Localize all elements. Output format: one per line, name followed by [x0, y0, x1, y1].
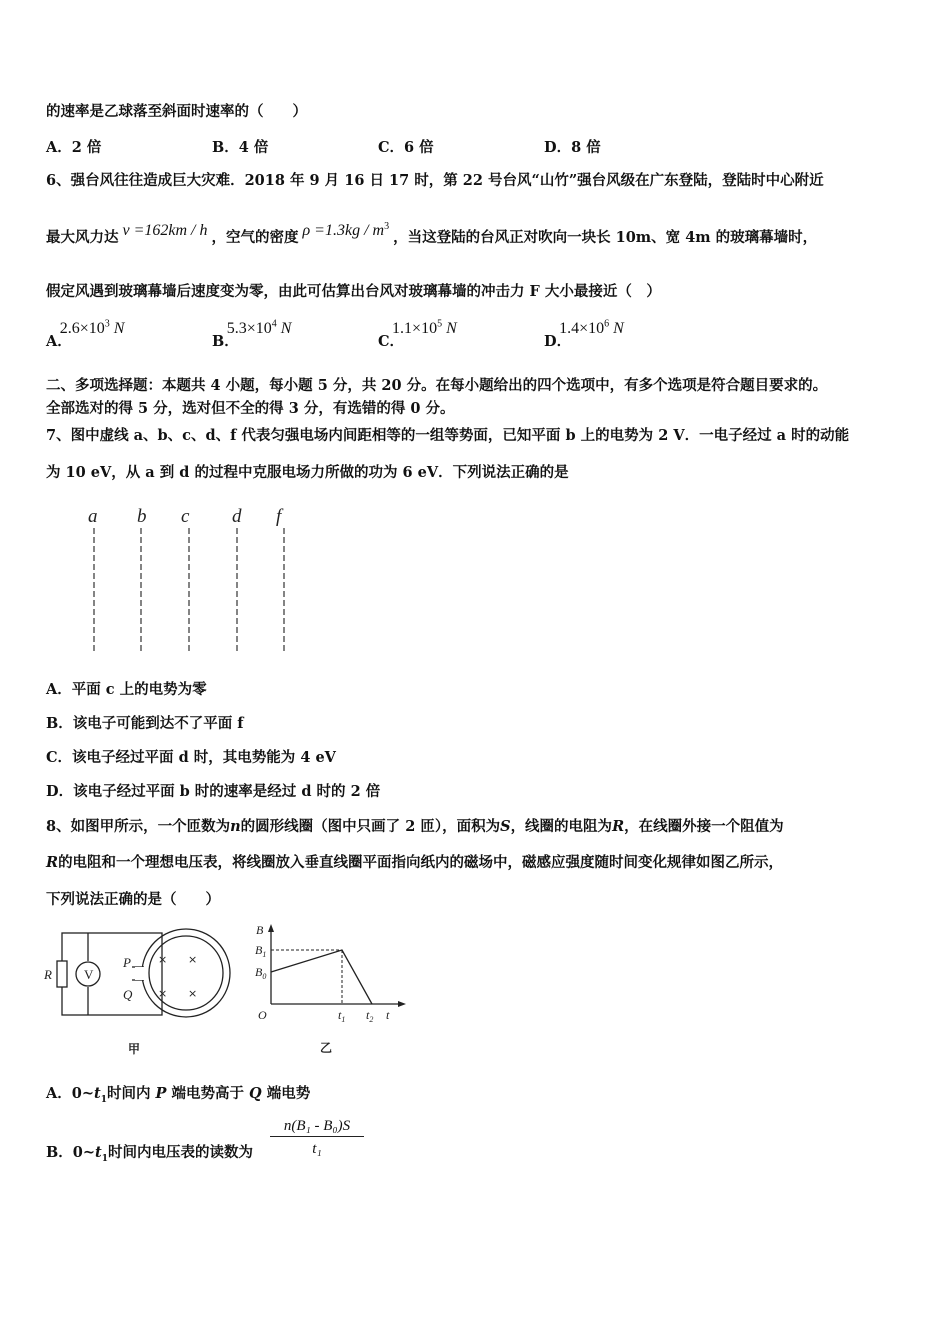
- b-curve: [271, 950, 372, 1004]
- q7-option-c: C．该电子经过平面 d 时，其电势能为 4 eV: [46, 749, 336, 766]
- label-b: b: [137, 506, 147, 527]
- label-P: P: [123, 955, 131, 970]
- label-Q: Q: [123, 987, 133, 1002]
- section2-line2: 全部选对的得 5 分，选对但不全的得 3 分，有选错的得 0 分。: [46, 400, 455, 417]
- coil-circuit-figure: [40, 925, 240, 1060]
- q6-option-b: B．$5.3\times 10^4$ N: [212, 318, 292, 350]
- q6-line1: 6、强台风往往造成巨大灾难．2018 年 9 月 16 日 17 时，第 22 号台风“山竹”强台风级在广东登陆，登陆时中心附近: [46, 172, 824, 189]
- q7-line2: 为 10 eV，从 a 到 d 的过程中克服电场力所做的功为 6 eV．下列说法正确的是: [46, 464, 569, 481]
- density-formula: $\rho =1.3kg / m^3$: [302, 221, 390, 239]
- origin-O: O: [258, 1008, 267, 1022]
- q8-line2: R的电阻和一个理想电压表，将线圈放入垂直线圈平面指向纸内的磁场中，磁感应强度随时间变化规律如图乙所示，: [46, 854, 784, 871]
- label-t1: $t_1$: [338, 1008, 346, 1024]
- q6-option-c: C．$1.1\times 10^5$ N: [378, 318, 457, 350]
- label-c: c: [181, 506, 190, 527]
- q7-option-a: A．平面 c 上的电势为零: [46, 681, 207, 698]
- q8-option-a: A．$0\sim t_1$时间内 P 端电势高于 Q 端电势: [46, 1085, 311, 1105]
- q6-option-d: D．$1.4\times 10^6$ N: [544, 318, 624, 350]
- field-x-3: ×: [158, 987, 168, 1000]
- coil-outer: [142, 929, 230, 1017]
- q5-option-d: D．8 倍: [544, 139, 601, 156]
- caption-jia: 甲: [128, 1042, 141, 1056]
- label-B1: $B_1$: [255, 943, 267, 959]
- label-R: R: [44, 967, 52, 982]
- voltmeter-label: V: [84, 967, 94, 982]
- b-t-graph: [250, 918, 410, 1060]
- q5-tail: 的速率是乙球落至斜面时速率的（ ）: [46, 103, 307, 120]
- q8-option-b: B．$0\sim t_1$时间内电压表的读数为: [46, 1144, 253, 1164]
- q5-option-b: B．4 倍: [212, 139, 269, 156]
- q5-option-a: A．2 倍: [46, 139, 102, 156]
- field-x-4: ×: [188, 987, 198, 1000]
- field-x-2: ×: [188, 953, 198, 966]
- q8-line1: 8、如图甲所示，一个匝数为n的圆形线圈（图中只画了 2 匝），面积为S，线圈的电阻为R，在线圈外接一个阻值为: [46, 818, 784, 835]
- label-t2: $t_2$: [366, 1008, 374, 1024]
- q6-option-a: A．$2.6\times 10^3$ N: [46, 318, 125, 350]
- q8-line3: 下列说法正确的是（ ）: [46, 891, 220, 908]
- field-x-1: ×: [158, 953, 168, 966]
- caption-yi: 乙: [320, 1041, 333, 1055]
- label-a: a: [88, 506, 98, 527]
- q6-line2: 最大风力达 v =162km / h ，空气的密度 $\rho =1.3kg / m^3$，当这登陆的台风正对吹向一块长 10m、宽 4m 的玻璃幕墙时，: [46, 221, 818, 246]
- q5-option-c: C．6 倍: [378, 139, 434, 156]
- fraction-denominator: t₁: [312, 1141, 322, 1157]
- fraction-numerator: n(B₁ - B₀)S: [270, 1118, 364, 1137]
- axis-label-t: t: [386, 1008, 390, 1022]
- axis-label-B: B: [256, 923, 264, 937]
- q7-line1: 7、图中虚线 a、b、c、d、f 代表匀强电场内间距相等的一组等势面，已知平面 b 上的电势为 2 V．一电子经过 a 时的动能: [46, 427, 850, 444]
- q7-option-d: D．该电子经过平面 b 时的速率是经过 d 时的 2 倍: [46, 783, 381, 800]
- label-f: f: [276, 506, 282, 527]
- velocity-formula: v =162km / h: [122, 221, 208, 239]
- label-d: d: [232, 506, 242, 527]
- resistor: [57, 961, 67, 987]
- equipotential-figure: [80, 500, 310, 660]
- q7-option-b: B．该电子可能到达不了平面 f: [46, 715, 244, 732]
- voltage-fraction: [270, 1118, 364, 1158]
- q6-line3: 假定风遇到玻璃幕墙后速度变为零，由此可估算出台风对玻璃幕墙的冲击力 F 大小最接近（ ）: [46, 283, 661, 300]
- section2-line1: 二、多项选择题：本题共 4 小题，每小题 5 分，共 20 分。在每小题给出的四个选项中，有多个选项是符合题目要求的。: [46, 377, 828, 394]
- label-B0: $B_0$: [255, 965, 267, 981]
